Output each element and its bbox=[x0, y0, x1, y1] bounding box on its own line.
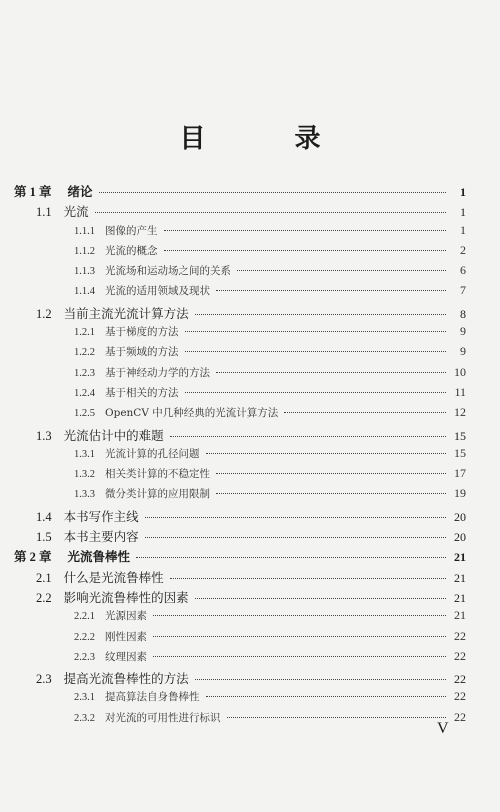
toc-entry-title: 对光流的可用性进行标识 bbox=[105, 711, 221, 724]
toc-entry-title: 基于相关的方法 bbox=[105, 386, 179, 399]
toc-entry-page: 15 bbox=[454, 445, 466, 460]
dot-leader bbox=[153, 615, 446, 616]
toc-entry-title: 本书写作主线 bbox=[63, 508, 139, 524]
toc-section-entry[interactable] bbox=[14, 426, 466, 446]
toc-entry-page: 7 bbox=[460, 283, 466, 298]
toc-entry-title: 当前主流光流计算方法 bbox=[63, 305, 189, 321]
dot-leader bbox=[206, 696, 447, 697]
toc-entry-title: 光流计算的孔径问题 bbox=[105, 447, 200, 460]
toc-entry-number: 1.5 bbox=[36, 530, 52, 545]
toc-entry-title: 光流场和运动场之间的关系 bbox=[105, 265, 231, 278]
toc-entry-number: 2.2.3 bbox=[74, 651, 95, 663]
toc-entry-number: 1.2.2 bbox=[74, 347, 95, 359]
toc-subsection-entry[interactable] bbox=[14, 283, 466, 303]
toc-entry-number: 2.3 bbox=[36, 672, 52, 687]
toc-section-entry[interactable] bbox=[14, 507, 466, 527]
toc-entry-title: 光流的概念 bbox=[105, 244, 158, 257]
toc-entry-page: 15 bbox=[454, 428, 466, 443]
toc-entry-title: 微分类计算的应用限制 bbox=[105, 488, 210, 501]
toc-entry-title: 提高光流鲁棒性的方法 bbox=[63, 671, 189, 687]
toc-entry-number: 1.2.4 bbox=[74, 387, 95, 399]
toc-entry-title: 什么是光流鲁棒性 bbox=[63, 569, 164, 585]
toc-entry-page: 11 bbox=[454, 384, 466, 399]
toc-entry-page: 1 bbox=[460, 205, 466, 220]
toc-entry-title: 基于频域的方法 bbox=[105, 346, 179, 359]
page-title: 目 录 bbox=[179, 124, 361, 154]
toc-entry-title: 影响光流鲁棒性的因素 bbox=[63, 589, 189, 605]
toc-entry-number: 2.3.1 bbox=[74, 692, 95, 704]
toc-section-entry[interactable] bbox=[14, 669, 466, 689]
toc-entry-title: 光流估计中的难题 bbox=[63, 427, 164, 443]
toc-entry-page: 22 bbox=[454, 709, 466, 724]
toc-subsection-entry[interactable] bbox=[14, 466, 466, 486]
toc-entry-title: 绪论 bbox=[67, 184, 93, 199]
toc-entry-title: 光流 bbox=[63, 204, 89, 220]
dot-leader bbox=[185, 331, 447, 332]
toc-entry-page: 20 bbox=[454, 530, 466, 545]
dot-leader bbox=[99, 192, 446, 193]
dot-leader bbox=[216, 473, 446, 474]
toc-entry-page: 8 bbox=[460, 306, 466, 321]
toc-entry-page: 17 bbox=[454, 466, 466, 481]
toc-entry-number: 2.2.1 bbox=[74, 611, 95, 623]
toc-entry-page: 1 bbox=[460, 222, 466, 237]
dot-leader bbox=[206, 453, 447, 454]
toc-entry-page: 22 bbox=[454, 672, 466, 687]
dot-leader bbox=[145, 517, 446, 518]
toc-entry-number: 1.2.3 bbox=[74, 367, 95, 379]
toc-entry-page: 21 bbox=[454, 608, 466, 623]
toc-entry-page: 9 bbox=[460, 344, 466, 359]
toc-entry-page: 22 bbox=[454, 648, 466, 663]
dot-leader bbox=[216, 372, 446, 373]
toc-entry-number: 第 1 章 bbox=[14, 185, 52, 199]
toc-entry-page: 2 bbox=[460, 242, 466, 257]
toc-entry-number: 1.1 bbox=[36, 205, 52, 220]
toc-subsection-entry[interactable] bbox=[14, 385, 466, 405]
dot-leader bbox=[216, 290, 446, 291]
toc-entry-number: 1.1.3 bbox=[74, 266, 95, 278]
dot-leader bbox=[185, 351, 447, 352]
toc-entry-number: 1.2.1 bbox=[74, 327, 95, 339]
toc-subsection-entry[interactable] bbox=[14, 608, 466, 628]
toc-chapter-entry[interactable] bbox=[14, 182, 466, 202]
dot-leader bbox=[170, 436, 446, 437]
toc-entry-page: 1 bbox=[460, 185, 466, 199]
toc-entry-number: 1.1.1 bbox=[74, 225, 95, 237]
dot-leader bbox=[284, 412, 446, 413]
toc-subsection-entry[interactable] bbox=[14, 223, 466, 243]
dot-leader bbox=[216, 493, 446, 494]
toc-entry-number: 2.2.2 bbox=[74, 631, 95, 643]
dot-leader bbox=[153, 636, 446, 637]
dot-leader bbox=[170, 578, 446, 579]
toc-subsection-entry[interactable] bbox=[14, 243, 466, 263]
toc-entry-page: 22 bbox=[454, 689, 466, 704]
toc-entry-title: 纹理因素 bbox=[105, 650, 147, 663]
toc-entry-number: 1.1.2 bbox=[74, 245, 95, 257]
toc-entry-number: 2.2 bbox=[36, 590, 52, 605]
dot-leader bbox=[227, 717, 447, 718]
toc-subsection-entry[interactable] bbox=[14, 446, 466, 466]
toc-entry-page: 20 bbox=[454, 509, 466, 524]
toc-section-entry[interactable] bbox=[14, 202, 466, 222]
toc-section-entry[interactable] bbox=[14, 568, 466, 588]
toc-entry-number: 第 2 章 bbox=[14, 550, 52, 565]
toc-entry-title: 相关类计算的不稳定性 bbox=[105, 468, 210, 481]
toc-entry-page: 19 bbox=[454, 486, 466, 501]
toc-entry-number: 1.3.1 bbox=[74, 448, 95, 460]
toc-entry-number: 2.3.2 bbox=[74, 712, 95, 724]
toc-subsection-entry[interactable] bbox=[14, 344, 466, 364]
toc-entry-page: 12 bbox=[454, 405, 466, 420]
toc-subsection-entry[interactable] bbox=[14, 710, 466, 730]
dot-leader bbox=[237, 270, 446, 271]
toc-entry-number: 1.2 bbox=[36, 306, 52, 321]
toc-subsection-entry[interactable] bbox=[14, 486, 466, 506]
toc-entry-page: 22 bbox=[454, 628, 466, 643]
toc-entry-page: 10 bbox=[454, 364, 466, 379]
dot-leader bbox=[164, 250, 447, 251]
toc-entry-number: 1.1.4 bbox=[74, 286, 95, 298]
toc-entry-title: 光流的适用领域及现状 bbox=[105, 285, 210, 298]
dot-leader bbox=[164, 230, 447, 231]
dot-leader bbox=[195, 314, 446, 315]
table-of-contents bbox=[14, 182, 466, 730]
dot-leader bbox=[185, 392, 447, 393]
toc-entry-title: 光源因素 bbox=[105, 610, 147, 623]
page-number: V bbox=[437, 720, 449, 737]
toc-entry-page: 21 bbox=[454, 570, 466, 585]
toc-entry-number: 1.3 bbox=[36, 428, 52, 443]
dot-leader bbox=[136, 557, 446, 558]
toc-entry-number: 1.4 bbox=[36, 509, 52, 524]
toc-entry-title: 图像的产生 bbox=[105, 224, 158, 237]
toc-entry-page: 9 bbox=[460, 324, 466, 339]
toc-entry-page: 21 bbox=[454, 590, 466, 605]
toc-entry-title: 刚性因素 bbox=[105, 630, 147, 643]
toc-subsection-entry[interactable] bbox=[14, 649, 466, 669]
toc-entry-number: 1.3.3 bbox=[74, 489, 95, 501]
toc-subsection-entry[interactable] bbox=[14, 629, 466, 649]
toc-entry-title: 基于梯度的方法 bbox=[105, 326, 179, 339]
dot-leader bbox=[145, 537, 446, 538]
toc-chapter-entry[interactable] bbox=[14, 547, 466, 567]
toc-entry-page: 21 bbox=[454, 550, 466, 565]
toc-entry-number: 1.3.2 bbox=[74, 469, 95, 481]
toc-entry-number: 2.1 bbox=[36, 570, 52, 585]
toc-subsection-entry[interactable] bbox=[14, 324, 466, 344]
dot-leader bbox=[195, 679, 446, 680]
toc-entry-page: 6 bbox=[460, 263, 466, 278]
toc-entry-title: 提高算法自身鲁棒性 bbox=[105, 691, 200, 704]
toc-section-entry[interactable] bbox=[14, 304, 466, 324]
toc-entry-title: OpenCV 中几种经典的光流计算方法 bbox=[105, 407, 279, 420]
toc-subsection-entry[interactable] bbox=[14, 405, 466, 425]
toc-subsection-entry[interactable] bbox=[14, 365, 466, 385]
toc-entry-title: 基于神经动力学的方法 bbox=[105, 366, 210, 379]
toc-section-entry[interactable] bbox=[14, 527, 466, 547]
toc-entry-title: 光流鲁棒性 bbox=[67, 549, 131, 565]
dot-leader bbox=[195, 598, 446, 599]
toc-subsection-entry[interactable] bbox=[14, 689, 466, 709]
toc-section-entry[interactable] bbox=[14, 588, 466, 608]
dot-leader bbox=[153, 656, 446, 657]
toc-entry-title: 本书主要内容 bbox=[63, 529, 139, 545]
toc-entry-number: 1.2.5 bbox=[74, 408, 95, 420]
dot-leader bbox=[95, 212, 446, 213]
toc-subsection-entry[interactable] bbox=[14, 263, 466, 283]
